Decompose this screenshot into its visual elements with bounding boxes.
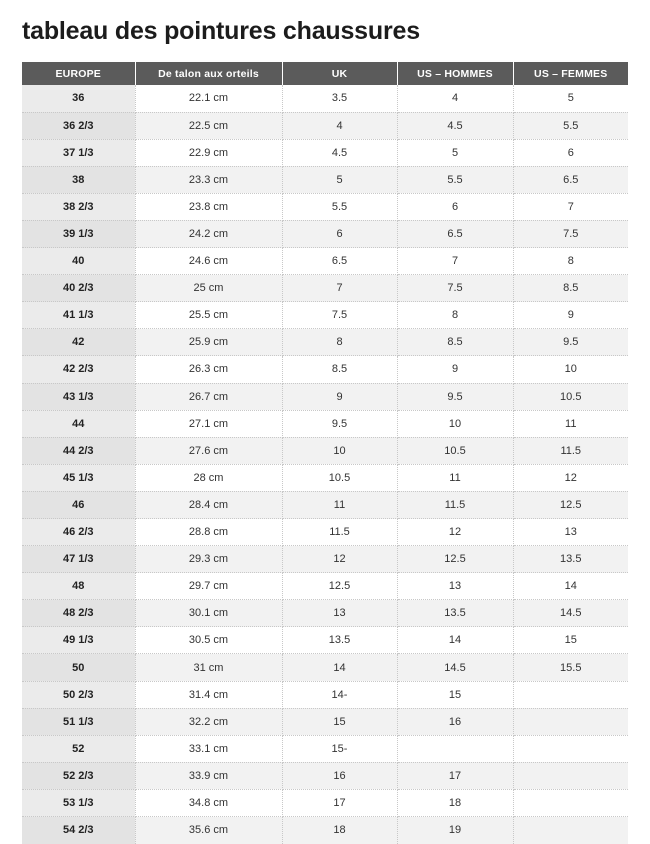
table-row <box>22 519 628 546</box>
table-cell: 30.5 cm <box>135 627 282 654</box>
table-cell: 9.5 <box>282 410 397 437</box>
table-cell: 10 <box>513 356 628 383</box>
table-row <box>22 464 628 491</box>
table-row <box>22 329 628 356</box>
table-cell: 4.5 <box>397 112 513 139</box>
table-cell: 19 <box>397 817 513 844</box>
table-cell: 54 2/3 <box>22 817 135 844</box>
table-cell: 24.2 cm <box>135 220 282 247</box>
table-cell: 14.5 <box>397 654 513 681</box>
table-cell: 45 1/3 <box>22 464 135 491</box>
table-cell: 16 <box>282 762 397 789</box>
table-cell: 5.5 <box>282 193 397 220</box>
table-cell: 14- <box>282 681 397 708</box>
table-cell: 12 <box>513 464 628 491</box>
table-cell: 10.5 <box>513 383 628 410</box>
table-cell <box>513 817 628 844</box>
page-title: tableau des pointures chaussures <box>22 17 420 45</box>
table-row <box>22 681 628 708</box>
table-cell: 50 <box>22 654 135 681</box>
table-cell: 6 <box>397 193 513 220</box>
table-cell: 13 <box>397 573 513 600</box>
table-cell: 8.5 <box>282 356 397 383</box>
table-cell: 29.3 cm <box>135 546 282 573</box>
table-cell: 8.5 <box>513 275 628 302</box>
column-header-heel-to-toe: De talon aux orteils <box>135 62 282 85</box>
table-cell: 40 2/3 <box>22 275 135 302</box>
table-cell: 15 <box>397 681 513 708</box>
table-cell: 13 <box>282 600 397 627</box>
table-row <box>22 112 628 139</box>
table-cell: 13.5 <box>397 600 513 627</box>
table-cell: 22.9 cm <box>135 139 282 166</box>
table-cell: 11 <box>282 491 397 518</box>
table-cell: 51 1/3 <box>22 708 135 735</box>
table-cell: 10 <box>397 410 513 437</box>
table-row <box>22 410 628 437</box>
table-cell: 28 cm <box>135 464 282 491</box>
table-cell: 33.9 cm <box>135 762 282 789</box>
table-cell: 26.3 cm <box>135 356 282 383</box>
table-cell: 31.4 cm <box>135 681 282 708</box>
table-cell: 27.1 cm <box>135 410 282 437</box>
table-cell: 25.5 cm <box>135 302 282 329</box>
table-cell: 34.8 cm <box>135 789 282 816</box>
table-cell: 39 1/3 <box>22 220 135 247</box>
table-cell <box>513 789 628 816</box>
table-cell: 44 <box>22 410 135 437</box>
table-row <box>22 166 628 193</box>
table-cell: 23.8 cm <box>135 193 282 220</box>
table-cell: 16 <box>397 708 513 735</box>
table-cell: 12.5 <box>397 546 513 573</box>
table-cell: 10 <box>282 437 397 464</box>
table-cell: 15.5 <box>513 654 628 681</box>
table-cell: 15 <box>513 627 628 654</box>
table-cell: 9.5 <box>513 329 628 356</box>
table-cell: 42 2/3 <box>22 356 135 383</box>
table-cell: 17 <box>282 789 397 816</box>
shoe-size-table <box>22 62 628 844</box>
table-cell: 6.5 <box>282 248 397 275</box>
table-row <box>22 383 628 410</box>
table-cell: 7 <box>513 193 628 220</box>
table-cell <box>513 762 628 789</box>
table-cell: 37 1/3 <box>22 139 135 166</box>
table-cell: 32.2 cm <box>135 708 282 735</box>
table-row <box>22 275 628 302</box>
table-cell: 47 1/3 <box>22 546 135 573</box>
table-row <box>22 248 628 275</box>
table-cell: 53 1/3 <box>22 789 135 816</box>
table-row <box>22 573 628 600</box>
table-cell: 14 <box>513 573 628 600</box>
table-cell: 11 <box>397 464 513 491</box>
table-cell: 33.1 cm <box>135 735 282 762</box>
table-cell: 4 <box>397 85 513 112</box>
table-cell: 4.5 <box>282 139 397 166</box>
table-cell: 13 <box>513 519 628 546</box>
table-cell: 42 <box>22 329 135 356</box>
table-cell: 12.5 <box>513 491 628 518</box>
table-cell: 11.5 <box>513 437 628 464</box>
table-cell: 29.7 cm <box>135 573 282 600</box>
table-header <box>22 62 628 85</box>
column-header-europe: EUROPE <box>22 62 135 85</box>
table-cell: 25 cm <box>135 275 282 302</box>
table-cell: 9 <box>513 302 628 329</box>
table-cell: 9 <box>282 383 397 410</box>
table-cell: 14 <box>282 654 397 681</box>
table-cell: 12 <box>397 519 513 546</box>
table-row <box>22 600 628 627</box>
table-row <box>22 817 628 844</box>
table-cell: 11.5 <box>397 491 513 518</box>
table-cell: 7.5 <box>282 302 397 329</box>
table-cell: 18 <box>397 789 513 816</box>
table-cell: 10.5 <box>282 464 397 491</box>
table-row <box>22 85 628 112</box>
table-cell: 49 1/3 <box>22 627 135 654</box>
table-cell: 30.1 cm <box>135 600 282 627</box>
table-body <box>22 85 628 844</box>
table-cell: 46 <box>22 491 135 518</box>
table-cell: 28.8 cm <box>135 519 282 546</box>
table-cell: 40 <box>22 248 135 275</box>
table-row <box>22 437 628 464</box>
table-row <box>22 708 628 735</box>
table-cell: 6.5 <box>397 220 513 247</box>
table-cell: 15- <box>282 735 397 762</box>
table-cell: 13.5 <box>513 546 628 573</box>
table-cell: 52 2/3 <box>22 762 135 789</box>
table-cell: 36 2/3 <box>22 112 135 139</box>
table-cell: 46 2/3 <box>22 519 135 546</box>
size-table-container <box>0 48 650 844</box>
table-row <box>22 193 628 220</box>
table-row <box>22 491 628 518</box>
table-row <box>22 302 628 329</box>
table-row <box>22 654 628 681</box>
table-cell: 8.5 <box>397 329 513 356</box>
table-row <box>22 546 628 573</box>
table-cell: 36 <box>22 85 135 112</box>
table-cell: 35.6 cm <box>135 817 282 844</box>
table-cell: 43 1/3 <box>22 383 135 410</box>
column-header-uk: UK <box>282 62 397 85</box>
table-cell: 5 <box>397 139 513 166</box>
table-cell: 50 2/3 <box>22 681 135 708</box>
table-cell: 8 <box>282 329 397 356</box>
table-row <box>22 356 628 383</box>
table-cell: 14.5 <box>513 600 628 627</box>
table-cell: 25.9 cm <box>135 329 282 356</box>
table-cell: 5 <box>513 85 628 112</box>
table-cell: 5.5 <box>397 166 513 193</box>
table-cell: 38 <box>22 166 135 193</box>
table-header-row <box>22 62 628 85</box>
table-cell: 4 <box>282 112 397 139</box>
table-cell: 10.5 <box>397 437 513 464</box>
table-cell: 7 <box>397 248 513 275</box>
column-header-us-hommes: US – HOMMES <box>397 62 513 85</box>
table-cell: 41 1/3 <box>22 302 135 329</box>
table-cell: 18 <box>282 817 397 844</box>
table-cell: 28.4 cm <box>135 491 282 518</box>
column-header-us-femmes: US – FEMMES <box>513 62 628 85</box>
table-row <box>22 762 628 789</box>
table-cell: 7.5 <box>513 220 628 247</box>
table-cell: 14 <box>397 627 513 654</box>
table-cell: 24.6 cm <box>135 248 282 275</box>
table-row <box>22 735 628 762</box>
table-cell: 8 <box>513 248 628 275</box>
table-cell: 22.5 cm <box>135 112 282 139</box>
table-cell: 7 <box>282 275 397 302</box>
table-cell: 11 <box>513 410 628 437</box>
table-cell <box>513 735 628 762</box>
table-cell: 52 <box>22 735 135 762</box>
table-cell: 9.5 <box>397 383 513 410</box>
table-cell: 23.3 cm <box>135 166 282 193</box>
table-cell <box>397 735 513 762</box>
table-cell: 11.5 <box>282 519 397 546</box>
table-cell: 31 cm <box>135 654 282 681</box>
table-cell: 27.6 cm <box>135 437 282 464</box>
table-cell: 5.5 <box>513 112 628 139</box>
table-cell: 15 <box>282 708 397 735</box>
table-cell: 48 <box>22 573 135 600</box>
table-cell: 44 2/3 <box>22 437 135 464</box>
table-row <box>22 220 628 247</box>
table-cell <box>513 681 628 708</box>
table-cell: 17 <box>397 762 513 789</box>
table-cell: 9 <box>397 356 513 383</box>
table-cell: 13.5 <box>282 627 397 654</box>
table-row <box>22 139 628 166</box>
table-cell: 6 <box>282 220 397 247</box>
table-cell: 12 <box>282 546 397 573</box>
table-cell <box>513 708 628 735</box>
table-cell: 12.5 <box>282 573 397 600</box>
table-cell: 5 <box>282 166 397 193</box>
table-cell: 38 2/3 <box>22 193 135 220</box>
table-row <box>22 627 628 654</box>
table-cell: 6.5 <box>513 166 628 193</box>
table-row <box>22 789 628 816</box>
table-cell: 48 2/3 <box>22 600 135 627</box>
table-cell: 6 <box>513 139 628 166</box>
table-cell: 26.7 cm <box>135 383 282 410</box>
table-cell: 3.5 <box>282 85 397 112</box>
table-cell: 22.1 cm <box>135 85 282 112</box>
table-cell: 8 <box>397 302 513 329</box>
table-cell: 7.5 <box>397 275 513 302</box>
